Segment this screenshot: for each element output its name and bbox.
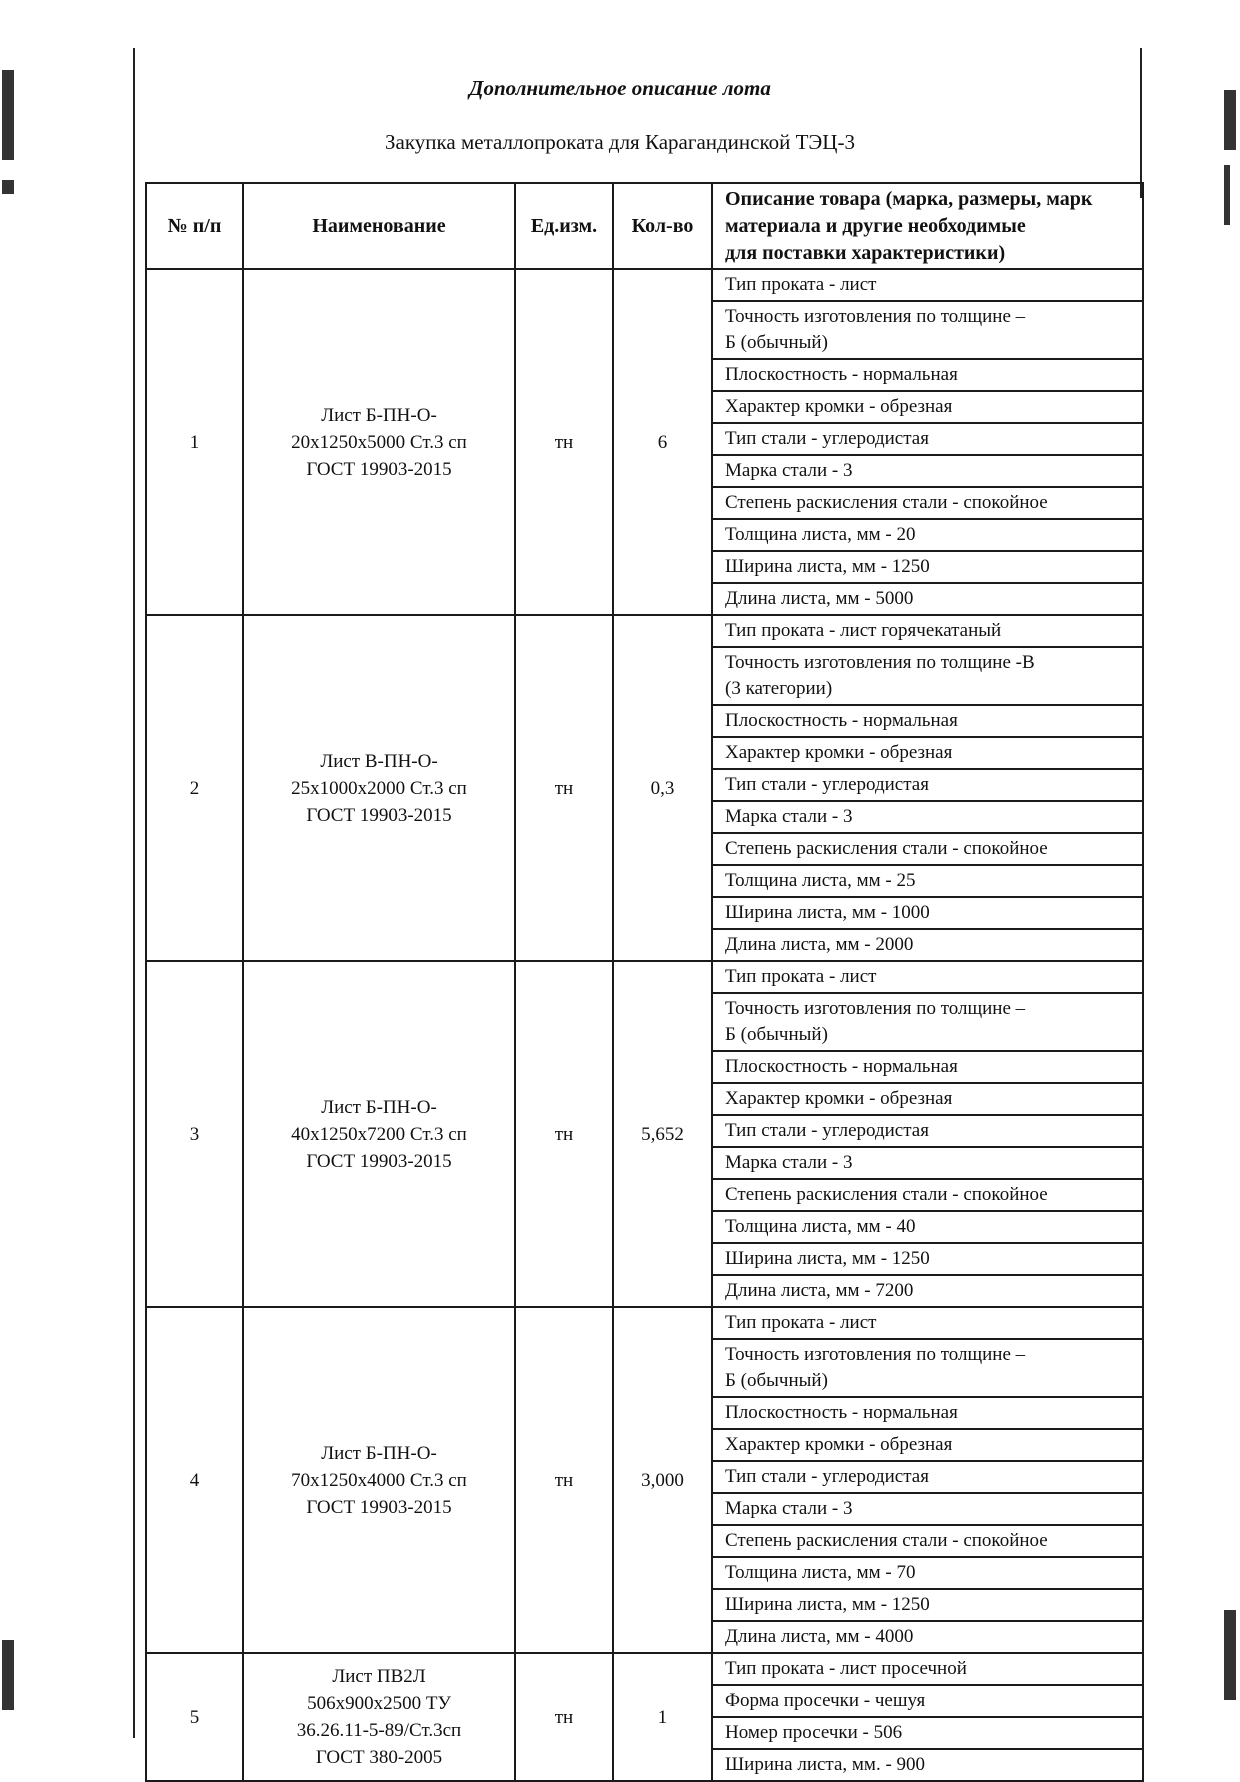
header-description-line: Описание товара (марка, размеры, марк (725, 187, 1093, 210)
item-name (243, 615, 515, 961)
item-spec: Номер просечки - 506 (712, 1717, 1143, 1749)
item-spec: Марка стали - 3 (712, 1493, 1143, 1525)
item-spec: Тип проката - лист (712, 961, 1143, 993)
item-spec: Длина листа, мм - 5000 (712, 583, 1143, 615)
item-name-line: 40х1250х7200 Ст.3 сп (291, 1123, 467, 1145)
item-spec: Тип стали - углеродистая (712, 1461, 1143, 1493)
item-spec: Характер кромки - обрезная (712, 1429, 1143, 1461)
table-row (146, 615, 1143, 647)
item-spec: Толщина листа, мм - 25 (712, 865, 1143, 897)
item-name-line: Лист ПВ2Л (332, 1666, 426, 1687)
item-spec: Тип проката - лист горячекатаный (712, 615, 1143, 647)
item-name (243, 1653, 515, 1781)
header-unit: Ед.изм. (515, 183, 613, 269)
item-name-line: ГОСТ 19903-2015 (306, 458, 452, 480)
item-quantity: 3,000 (613, 1307, 712, 1653)
item-name-line: 506х900х2500 ТУ (307, 1693, 451, 1714)
item-unit: тн (515, 961, 613, 1307)
item-name (243, 961, 515, 1307)
item-spec: Тип проката - лист просечной (712, 1653, 1143, 1685)
item-unit: тн (515, 1653, 613, 1781)
item-spec: Плоскостность - нормальная (712, 359, 1143, 391)
item-quantity: 1 (613, 1653, 712, 1781)
table-header-row (146, 183, 1143, 269)
item-spec: Длина листа, мм - 7200 (712, 1275, 1143, 1307)
item-spec: Точность изготовления по толщине – Б (обычный) (712, 301, 1143, 359)
item-spec: Толщина листа, мм - 20 (712, 519, 1143, 551)
item-name-line: ГОСТ 19903-2015 (306, 804, 452, 826)
item-name (243, 269, 515, 615)
header-num: № п/п (146, 183, 243, 269)
item-name-line: ГОСТ 19903-2015 (306, 1496, 452, 1518)
item-spec: Точность изготовления по толщине -В (3 категории) (712, 647, 1143, 705)
item-spec: Длина листа, мм - 4000 (712, 1621, 1143, 1653)
table-row (146, 961, 1143, 993)
item-spec: Степень раскисления стали - спокойное (712, 833, 1143, 865)
item-spec: Тип стали - углеродистая (712, 423, 1143, 455)
item-spec: Длина листа, мм - 2000 (712, 929, 1143, 961)
item-spec: Форма просечки - чешуя (712, 1685, 1143, 1717)
item-unit: тн (515, 1307, 613, 1653)
item-name-line: 25х1000х2000 Ст.3 сп (291, 777, 467, 799)
item-number: 4 (146, 1307, 243, 1653)
item-spec: Тип стали - углеродистая (712, 1115, 1143, 1147)
item-spec: Марка стали - 3 (712, 801, 1143, 833)
item-quantity: 0,3 (613, 615, 712, 961)
item-spec: Марка стали - 3 (712, 455, 1143, 487)
item-spec: Ширина листа, мм - 1000 (712, 897, 1143, 929)
item-spec: Толщина листа, мм - 70 (712, 1557, 1143, 1589)
item-spec: Характер кромки - обрезная (712, 1083, 1143, 1115)
table-row (146, 269, 1143, 301)
item-quantity: 6 (613, 269, 712, 615)
item-spec: Тип стали - углеродистая (712, 769, 1143, 801)
item-number: 1 (146, 269, 243, 615)
scan-edge-marks-right (1222, 0, 1240, 1754)
lot-table (145, 182, 1144, 1782)
item-spec: Тип проката - лист (712, 269, 1143, 301)
table-body (146, 269, 1143, 1781)
item-spec: Ширина листа, мм - 1250 (712, 551, 1143, 583)
header-qty: Кол-во (613, 183, 712, 269)
item-name-line: Лист Б-ПН-О- (321, 404, 437, 426)
item-spec: Толщина листа, мм - 40 (712, 1211, 1143, 1243)
item-name-line: ГОСТ 19903-2015 (306, 1150, 452, 1172)
item-spec: Степень раскисления стали - спокойное (712, 1179, 1143, 1211)
item-spec: Характер кромки - обрезная (712, 737, 1143, 769)
header-description-line: материала и другие необходимые (725, 214, 1026, 237)
item-spec: Характер кромки - обрезная (712, 391, 1143, 423)
item-name-line: 70х1250х4000 Ст.3 сп (291, 1469, 467, 1491)
item-name-line: 20х1250х5000 Ст.3 сп (291, 431, 467, 453)
item-number: 3 (146, 961, 243, 1307)
item-spec: Плоскостность - нормальная (712, 705, 1143, 737)
page-frame-left (133, 48, 135, 1738)
item-quantity: 5,652 (613, 961, 712, 1307)
header-description-line: для поставки характеристики) (725, 241, 1006, 264)
item-spec: Точность изготовления по толщине – Б (обычный) (712, 1339, 1143, 1397)
page-frame-right (1140, 48, 1142, 198)
item-spec: Плоскостность - нормальная (712, 1051, 1143, 1083)
item-spec: Ширина листа, мм. - 900 (712, 1749, 1143, 1781)
item-unit: тн (515, 269, 613, 615)
item-spec: Точность изготовления по толщине – Б (обычный) (712, 993, 1143, 1051)
header-name: Наименование (243, 183, 515, 269)
item-name-line: ГОСТ 380-2005 (315, 1747, 443, 1768)
item-spec: Степень раскисления стали - спокойное (712, 1525, 1143, 1557)
document-title: Дополнительное описание лота (469, 76, 771, 100)
item-spec: Тип проката - лист (712, 1307, 1143, 1339)
table-row (146, 1307, 1143, 1339)
item-name-line: Лист Б-ПН-О- (321, 1096, 437, 1118)
item-name (243, 1307, 515, 1653)
item-spec: Ширина листа, мм - 1250 (712, 1589, 1143, 1621)
item-unit: тн (515, 615, 613, 961)
table-row (146, 1653, 1143, 1685)
item-number: 2 (146, 615, 243, 961)
item-spec: Марка стали - 3 (712, 1147, 1143, 1179)
item-spec: Степень раскисления стали - спокойное (712, 487, 1143, 519)
header-description (712, 183, 1143, 269)
item-number: 5 (146, 1653, 243, 1781)
document-subtitle: Закупка металлопроката для Карагандинской ТЭЦ-3 (385, 130, 855, 154)
item-spec: Ширина листа, мм - 1250 (712, 1243, 1143, 1275)
item-name-line: 36.26.11-5-89/Ст.3сп (296, 1720, 462, 1741)
item-name-line: Лист В-ПН-О- (320, 750, 438, 772)
item-spec: Плоскостность - нормальная (712, 1397, 1143, 1429)
scan-edge-marks-left (0, 0, 18, 1754)
item-name-line: Лист Б-ПН-О- (321, 1442, 437, 1464)
